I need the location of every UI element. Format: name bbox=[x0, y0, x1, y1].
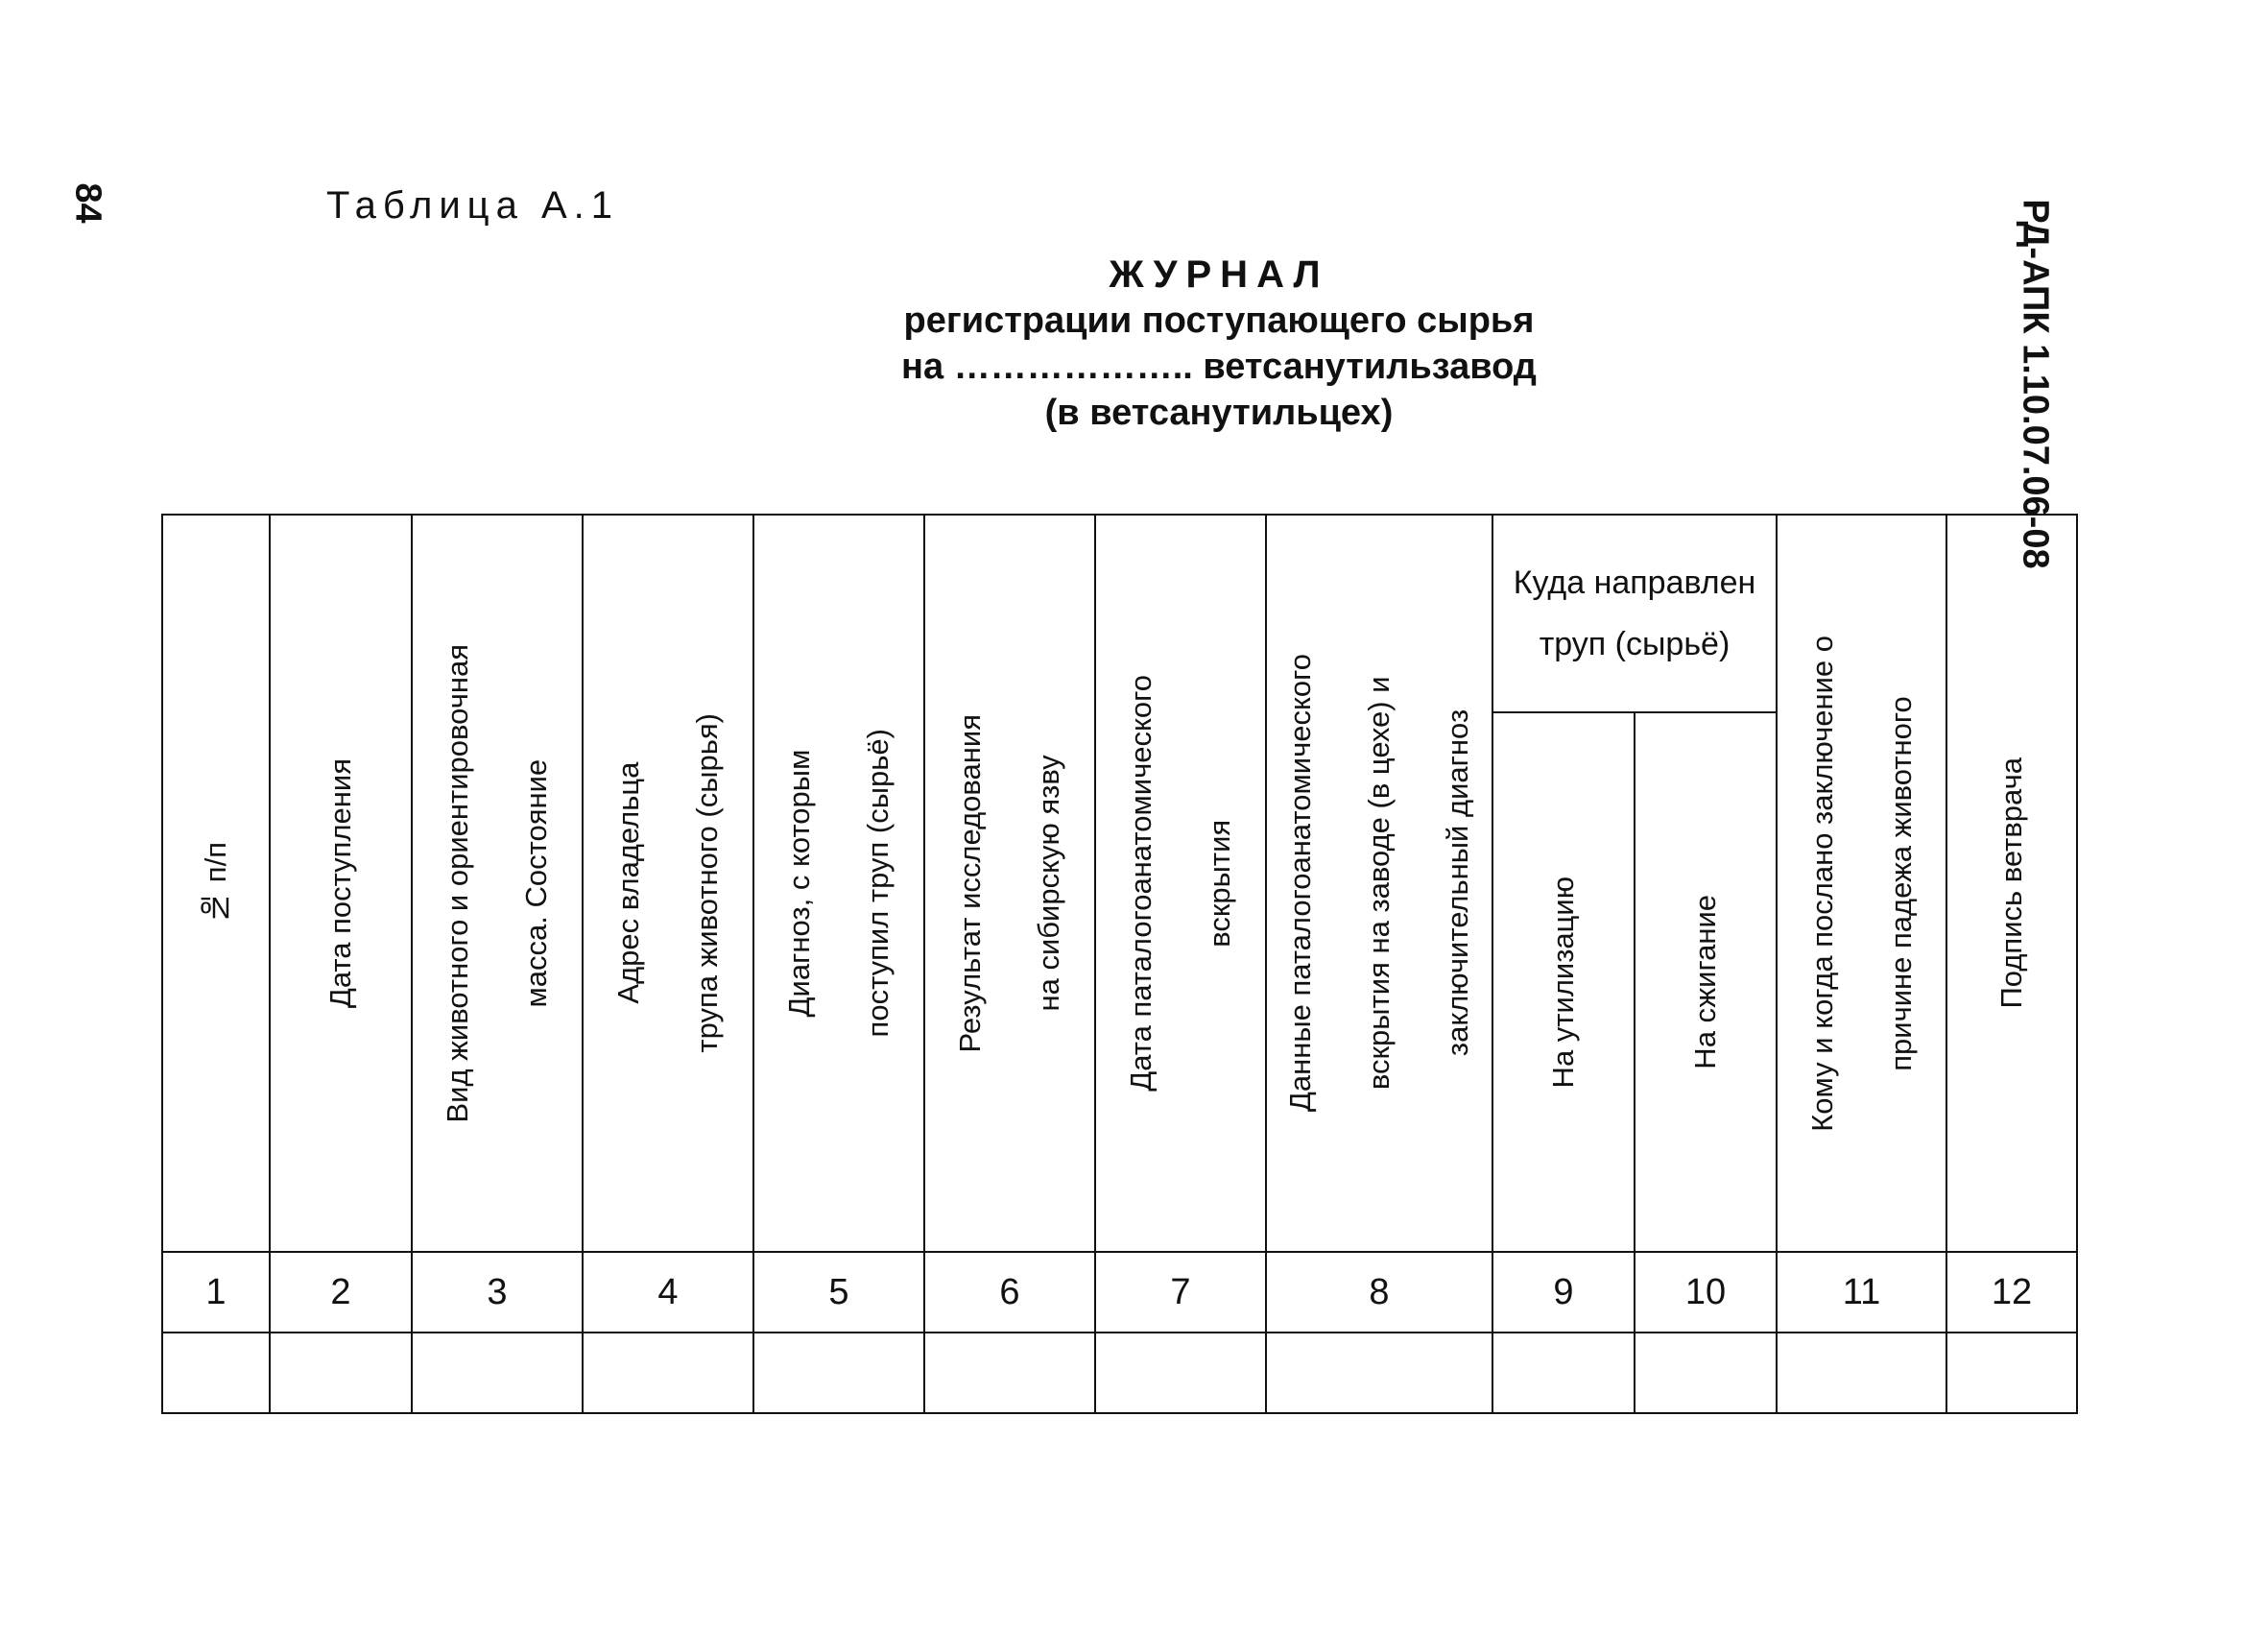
table-cell bbox=[162, 1333, 270, 1413]
table-cell bbox=[753, 1333, 924, 1413]
document-code: РД-АПК 1.10.07.06-08 bbox=[2015, 199, 2056, 569]
column-number-3: 3 bbox=[412, 1252, 583, 1333]
table-cell bbox=[583, 1333, 753, 1413]
journal-title-line-4: (в ветсанутильцех) bbox=[1044, 393, 1394, 433]
table-cell bbox=[412, 1333, 583, 1413]
header-cell-4 bbox=[583, 515, 753, 1252]
column-number-4: 4 bbox=[583, 1252, 753, 1333]
column-number-7: 7 bbox=[1095, 1252, 1266, 1333]
column-number-5: 5 bbox=[753, 1252, 924, 1333]
header-cell-9 bbox=[1492, 712, 1635, 1252]
journal-title bbox=[825, 252, 1612, 436]
header-cell-11 bbox=[1777, 515, 1946, 1252]
column-number-6: 6 bbox=[924, 1252, 1095, 1333]
journal-title-main: ЖУРНАЛ bbox=[1109, 253, 1329, 296]
header-text-1: № п/п bbox=[199, 842, 232, 925]
journal-table bbox=[161, 514, 2078, 1414]
table-label: Таблица А.1 bbox=[326, 184, 619, 227]
header-cell-7 bbox=[1095, 515, 1266, 1252]
table-cell bbox=[1095, 1333, 1266, 1413]
column-number-8: 8 bbox=[1266, 1252, 1492, 1333]
header-text-12: Подпись ветврача bbox=[1994, 757, 2028, 1009]
table-cell bbox=[1946, 1333, 2077, 1413]
header-cell-10 bbox=[1635, 712, 1777, 1252]
header-text-11: Кому и когда послано заключение о причине падежа животного bbox=[1804, 635, 1918, 1132]
header-text-3: Вид животного и ориентировочная масса. Состояние bbox=[441, 643, 553, 1123]
header-cell-6 bbox=[924, 515, 1095, 1252]
table-cell bbox=[1492, 1333, 1635, 1413]
header-cell-8 bbox=[1266, 515, 1492, 1252]
header-cell-5 bbox=[753, 515, 924, 1252]
header-text-2: Дата поступления bbox=[323, 757, 357, 1009]
table-cell bbox=[270, 1333, 412, 1413]
column-number-12: 12 bbox=[1946, 1252, 2077, 1333]
table-cell bbox=[1635, 1333, 1777, 1413]
column-number-11: 11 bbox=[1777, 1252, 1946, 1333]
header-text-9: На утилизацию bbox=[1546, 876, 1580, 1089]
column-number-10: 10 bbox=[1635, 1252, 1777, 1333]
header-text-4: Адрес владельца трупа животного (сырья) bbox=[611, 713, 724, 1053]
header-cell-3 bbox=[412, 515, 583, 1252]
header-cell-2 bbox=[270, 515, 412, 1252]
header-text-6: Результат исследования на сибирскую язву bbox=[953, 713, 1065, 1053]
table-cell bbox=[1777, 1333, 1946, 1413]
table-cell bbox=[1266, 1333, 1492, 1413]
header-cell-12 bbox=[1946, 515, 2077, 1252]
page-number: 84 bbox=[67, 182, 108, 224]
header-cell-1 bbox=[162, 515, 270, 1252]
header-text-5: Диагноз, с которым поступил труп (сырьё) bbox=[782, 729, 895, 1038]
header-text-8: Данные паталогоанатомического вскрытия на заводе (в цехе) и заключительный диагноз bbox=[1283, 654, 1474, 1113]
header-group-destination bbox=[1492, 515, 1777, 712]
journal-title-line-3: на ……………….. ветсанутильзавод bbox=[901, 347, 1537, 387]
column-number-2: 2 bbox=[270, 1252, 412, 1333]
header-group-text: Куда направлен труп (сырьё) bbox=[1513, 564, 1756, 662]
header-text-10: На сжигание bbox=[1688, 895, 1722, 1069]
column-number-9: 9 bbox=[1492, 1252, 1635, 1333]
column-number-row bbox=[162, 1252, 2077, 1333]
table-cell bbox=[924, 1333, 1095, 1413]
empty-data-row bbox=[162, 1333, 2077, 1413]
column-number-1: 1 bbox=[162, 1252, 270, 1333]
header-text-7: Дата паталогоанатомического вскрытия bbox=[1124, 675, 1236, 1092]
journal-title-line-2: регистрации поступающего сырья bbox=[903, 300, 1535, 341]
